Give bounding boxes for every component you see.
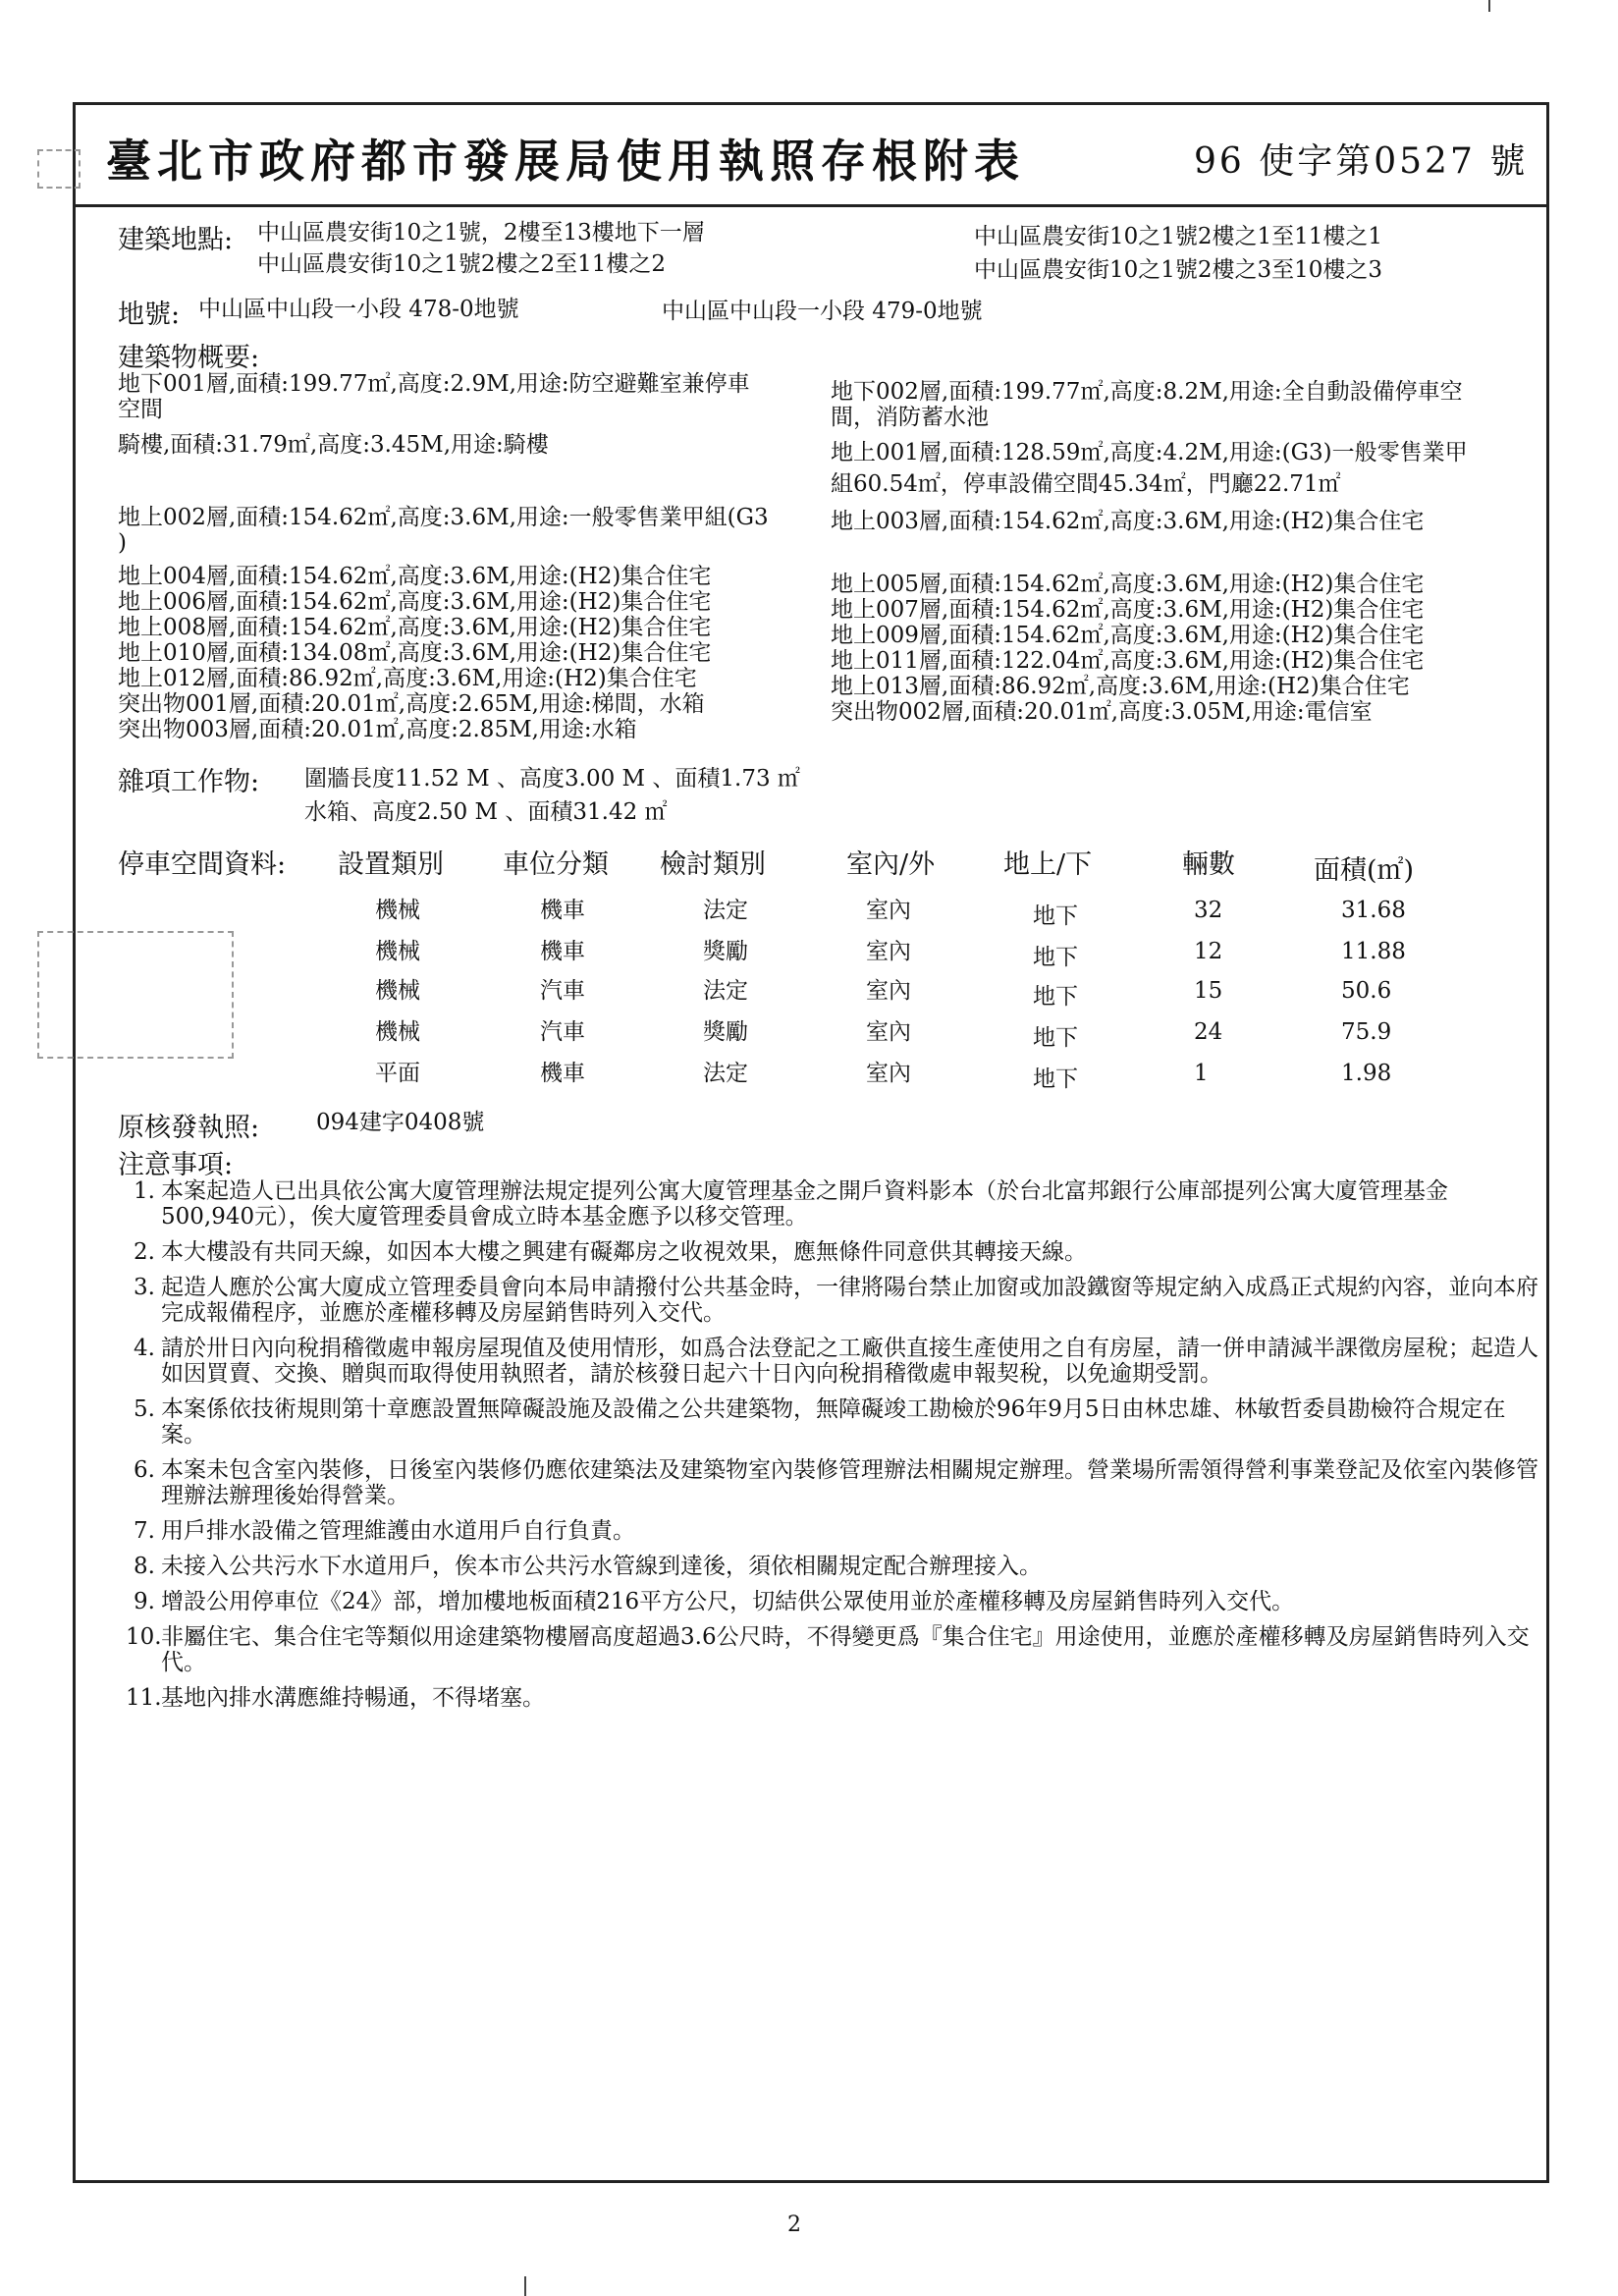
parking-hdr-install-type: 設置類別 bbox=[338, 849, 444, 880]
floor-row: 地上004層,面積:154.62㎡,高度:3.6M,用途:(H2)集合住宅 bbox=[118, 564, 712, 589]
note-item bbox=[126, 1624, 1539, 1675]
note-number: 9. bbox=[134, 1589, 155, 1614]
parking-cell: 地下 bbox=[1033, 984, 1078, 1010]
parking-cell: 機車 bbox=[540, 939, 585, 964]
note-number: 6. bbox=[134, 1457, 155, 1483]
parking-cell: 32 bbox=[1194, 898, 1223, 923]
parking-cell: 機械 bbox=[375, 939, 420, 964]
note-text: 非屬住宅、集合住宅等類似用途建築物樓層高度超過3.6公尺時，不得變更爲『集合住宅』用途使用，並應於產權移轉及房屋銷售時列入交代。 bbox=[161, 1624, 1530, 1675]
page-title: 臺北市政府都市發展局使用執照存根附表 bbox=[106, 135, 1025, 188]
parking-cell: 24 bbox=[1194, 1019, 1223, 1045]
note-text: 本案起造人已出具依公寓大廈管理辦法規定提列公寓大廈管理基金之開戶資料影本（於台北富邦銀行公庫部提列公寓大廈管理基金500,940元），俟大廈管理委員會成立時本基金應予以移交管理。 bbox=[161, 1178, 1448, 1230]
parking-cell: 1 bbox=[1194, 1061, 1209, 1086]
parking-cell: 獎勵 bbox=[703, 1019, 748, 1045]
floor-2-line-1: 地上002層,面積:154.62㎡,高度:3.6M,用途:一般零售業甲組(G3 bbox=[118, 505, 769, 530]
parking-cell: 室內 bbox=[866, 1019, 911, 1045]
note-text: 起造人應於公寓大廈成立管理委員會向本局申請撥付公共基金時，一律將陽台禁止加窗或加設鐵窗等規定納入成爲正式規約內容，並向本府完成報備程序，並應於產權移轉及房屋銷售時列入交代。 bbox=[161, 1275, 1538, 1326]
floor-row: 突出物003層,面積:20.01㎡,高度:2.85M,用途:水箱 bbox=[118, 717, 637, 742]
parking-cell: 室內 bbox=[866, 898, 911, 923]
page-number: 2 bbox=[787, 2213, 801, 2237]
basement-2-line-2: 間，消防蓄水池 bbox=[831, 405, 989, 430]
parking-cell: 法定 bbox=[703, 898, 748, 923]
lot-number-2: 中山區中山段一小段 479-0地號 bbox=[662, 299, 983, 324]
basement-1-line-1: 地下001層,面積:199.77㎡,高度:2.9M,用途:防空避難室兼停車 bbox=[118, 371, 750, 397]
site-label: 建築地點: bbox=[118, 225, 234, 255]
original-permit-label: 原核發執照: bbox=[118, 1113, 260, 1143]
parking-hdr-count: 輛數 bbox=[1182, 849, 1235, 880]
note-text: 用戶排水設備之管理維護由水道用戶自行負責。 bbox=[161, 1518, 635, 1544]
overview-label: 建築物概要: bbox=[118, 343, 260, 373]
parking-cell: 機械 bbox=[375, 978, 420, 1004]
basement-2-line-1: 地下002層,面積:199.77㎡,高度:8.2M,用途:全自動設備停車空 bbox=[831, 379, 1463, 405]
note-number: 10. bbox=[126, 1624, 162, 1650]
permit-number: 96 使字第0527 號 bbox=[1194, 141, 1529, 182]
floor-row: 地上010層,面積:134.08㎡,高度:3.6M,用途:(H2)集合住宅 bbox=[118, 640, 712, 666]
floor-list-right bbox=[831, 572, 1424, 725]
note-item bbox=[126, 1178, 1539, 1230]
misc-works-label: 雜項工作物: bbox=[118, 767, 260, 797]
note-text: 本案係依技術規則第十章應設置無障礙設施及設備之公共建築物，無障礙竣工勘檢於96年9月5日由林忠雄、林敏哲委員勘檢符合規定在案。 bbox=[161, 1396, 1506, 1448]
site-address-2: 中山區農安街10之1號2樓之2至11樓之2 bbox=[257, 251, 667, 277]
site-address-1: 中山區農安街10之1號，2樓至13樓地下一層 bbox=[257, 220, 705, 246]
original-permit-number: 094建字0408號 bbox=[316, 1110, 485, 1135]
parking-cell: 室內 bbox=[866, 939, 911, 964]
parking-cell: 31.68 bbox=[1341, 898, 1406, 923]
floor-row: 地上013層,面積:86.92㎡,高度:3.6M,用途:(H2)集合住宅 bbox=[831, 674, 1410, 699]
parking-cell: 地下 bbox=[1033, 903, 1078, 929]
floor-2-line-2: ) bbox=[118, 530, 127, 556]
note-number: 4. bbox=[134, 1336, 155, 1361]
note-text: 請於卅日內向稅捐稽徵處申報房屋現值及使用情形，如爲合法登記之工廠供直接生產使用之自有房屋，請一併申請減半課徵房屋稅；起造人如因買賣、交換、贈與而取得使用執照者，請於核發日起六十日內向稅捐稽徵處申報契稅，以免逾期受罰。 bbox=[161, 1336, 1538, 1387]
parking-cell: 75.9 bbox=[1341, 1019, 1392, 1045]
note-item bbox=[126, 1554, 1539, 1579]
parking-hdr-area: 面積(㎡) bbox=[1314, 855, 1415, 886]
note-text: 本案未包含室內裝修，日後室內裝修仍應依建築法及建築物室內裝修管理辦法相關規定辦理。營業場所需領得營利事業登記及依室內裝修管理辦法辦理後始得營業。 bbox=[161, 1457, 1538, 1508]
parking-label: 停車空間資料: bbox=[118, 849, 287, 880]
note-number: 11. bbox=[126, 1685, 162, 1711]
parking-cell: 機械 bbox=[375, 1019, 420, 1045]
note-item bbox=[126, 1589, 1539, 1614]
parking-cell: 平面 bbox=[375, 1061, 420, 1086]
parking-cell: 地下 bbox=[1033, 1025, 1078, 1051]
note-number: 5. bbox=[134, 1396, 155, 1422]
lot-label: 地號: bbox=[118, 300, 181, 330]
parking-cell: 11.88 bbox=[1341, 939, 1406, 964]
notes-label: 注意事項: bbox=[118, 1150, 234, 1180]
floor-row: 地上009層,面積:154.62㎡,高度:3.6M,用途:(H2)集合住宅 bbox=[831, 623, 1425, 648]
parking-hdr-indoor-outdoor: 室內/外 bbox=[846, 849, 936, 880]
note-text: 基地內排水溝應維持暢通，不得堵塞。 bbox=[161, 1685, 545, 1711]
parking-cell: 50.6 bbox=[1341, 978, 1392, 1004]
note-text: 本大樓設有共同天線，如因本大樓之興建有礙鄰房之收視效果，應無條件同意供其轉接天線。 bbox=[161, 1239, 1087, 1265]
scan-mark-bottom bbox=[524, 2276, 526, 2296]
parking-cell: 機車 bbox=[540, 898, 585, 923]
site-address-4: 中山區農安街10之1號2樓之3至10樓之3 bbox=[974, 257, 1383, 283]
arcade-line: 騎樓,面積:31.79㎡,高度:3.45M,用途:騎樓 bbox=[118, 432, 549, 458]
parking-hdr-vehicle-type: 車位分類 bbox=[503, 849, 609, 880]
left-stamp-middle bbox=[37, 931, 234, 1059]
notes-list bbox=[126, 1178, 1539, 1721]
parking-cell: 汽車 bbox=[540, 1019, 585, 1045]
parking-cell: 機械 bbox=[375, 898, 420, 923]
parking-cell: 室內 bbox=[866, 978, 911, 1004]
lot-number-1: 中山區中山段一小段 478-0地號 bbox=[198, 297, 519, 322]
misc-works-line-2: 水箱、高度2.50 M 、面積31.42 ㎡ bbox=[304, 799, 668, 825]
title-divider bbox=[73, 204, 1549, 207]
note-item bbox=[126, 1275, 1539, 1326]
left-stamp-top bbox=[37, 149, 81, 189]
parking-cell: 法定 bbox=[703, 1061, 748, 1086]
floor-row: 突出物001層,面積:20.01㎡,高度:2.65M,用途:梯間，水箱 bbox=[118, 691, 705, 717]
note-text: 增設公用停車位《24》部，增加樓地板面積216平方公尺，切結供公眾使用並於產權移轉及房屋銷售時列入交代。 bbox=[161, 1589, 1295, 1614]
floor-row: 地上008層,面積:154.62㎡,高度:3.6M,用途:(H2)集合住宅 bbox=[118, 615, 712, 640]
note-item bbox=[126, 1396, 1539, 1448]
note-number: 8. bbox=[134, 1554, 155, 1579]
note-item bbox=[126, 1518, 1539, 1544]
floor-1-line-2: 組60.54㎡，停車設備空間45.34㎡，門廳22.71㎡ bbox=[831, 471, 1341, 497]
note-item bbox=[126, 1336, 1539, 1387]
parking-cell: 15 bbox=[1194, 978, 1223, 1004]
floor-row: 地上005層,面積:154.62㎡,高度:3.6M,用途:(H2)集合住宅 bbox=[831, 572, 1425, 597]
site-address-3: 中山區農安街10之1號2樓之1至11樓之1 bbox=[974, 224, 1383, 249]
parking-cell: 機車 bbox=[540, 1061, 585, 1086]
parking-cell: 地下 bbox=[1033, 1066, 1078, 1092]
misc-works-line-1: 圍牆長度11.52 M 、高度3.00 M 、面積1.73 ㎡ bbox=[304, 766, 800, 792]
parking-cell: 1.98 bbox=[1341, 1061, 1392, 1086]
basement-1-line-2: 空間 bbox=[118, 397, 163, 422]
parking-cell: 室內 bbox=[866, 1061, 911, 1086]
floor-row: 地上006層,面積:154.62㎡,高度:3.6M,用途:(H2)集合住宅 bbox=[118, 589, 712, 615]
note-number: 2. bbox=[134, 1239, 155, 1265]
parking-cell: 獎勵 bbox=[703, 939, 748, 964]
page-frame bbox=[73, 102, 1549, 2183]
floor-list-left bbox=[118, 564, 711, 742]
parking-hdr-above-below: 地上/下 bbox=[1003, 849, 1093, 880]
floor-row: 地上007層,面積:154.62㎡,高度:3.6M,用途:(H2)集合住宅 bbox=[831, 597, 1425, 623]
floor-row: 地上012層,面積:86.92㎡,高度:3.6M,用途:(H2)集合住宅 bbox=[118, 666, 697, 691]
scan-mark-top bbox=[1488, 0, 1490, 12]
note-number: 7. bbox=[134, 1518, 155, 1544]
parking-cell: 汽車 bbox=[540, 978, 585, 1004]
note-number: 3. bbox=[134, 1275, 155, 1300]
floor-1-line-1: 地上001層,面積:128.59㎡,高度:4.2M,用途:(G3)一般零售業甲 bbox=[831, 440, 1468, 465]
note-item bbox=[126, 1685, 1539, 1711]
note-item bbox=[126, 1457, 1539, 1508]
note-text: 未接入公共污水下水道用戶，俟本市公共污水管線到達後，須依相關規定配合辦理接入。 bbox=[161, 1554, 1042, 1579]
floor-row: 地上011層,面積:122.04㎡,高度:3.6M,用途:(H2)集合住宅 bbox=[831, 648, 1425, 674]
parking-cell: 地下 bbox=[1033, 945, 1078, 970]
floor-row: 突出物002層,面積:20.01㎡,高度:3.05M,用途:電信室 bbox=[831, 699, 1373, 725]
floor-3-line: 地上003層,面積:154.62㎡,高度:3.6M,用途:(H2)集合住宅 bbox=[831, 509, 1425, 534]
note-number: 1. bbox=[134, 1178, 155, 1204]
parking-cell: 法定 bbox=[703, 978, 748, 1004]
note-item bbox=[126, 1239, 1539, 1265]
parking-hdr-review-type: 檢討類別 bbox=[660, 849, 766, 880]
parking-cell: 12 bbox=[1194, 939, 1223, 964]
